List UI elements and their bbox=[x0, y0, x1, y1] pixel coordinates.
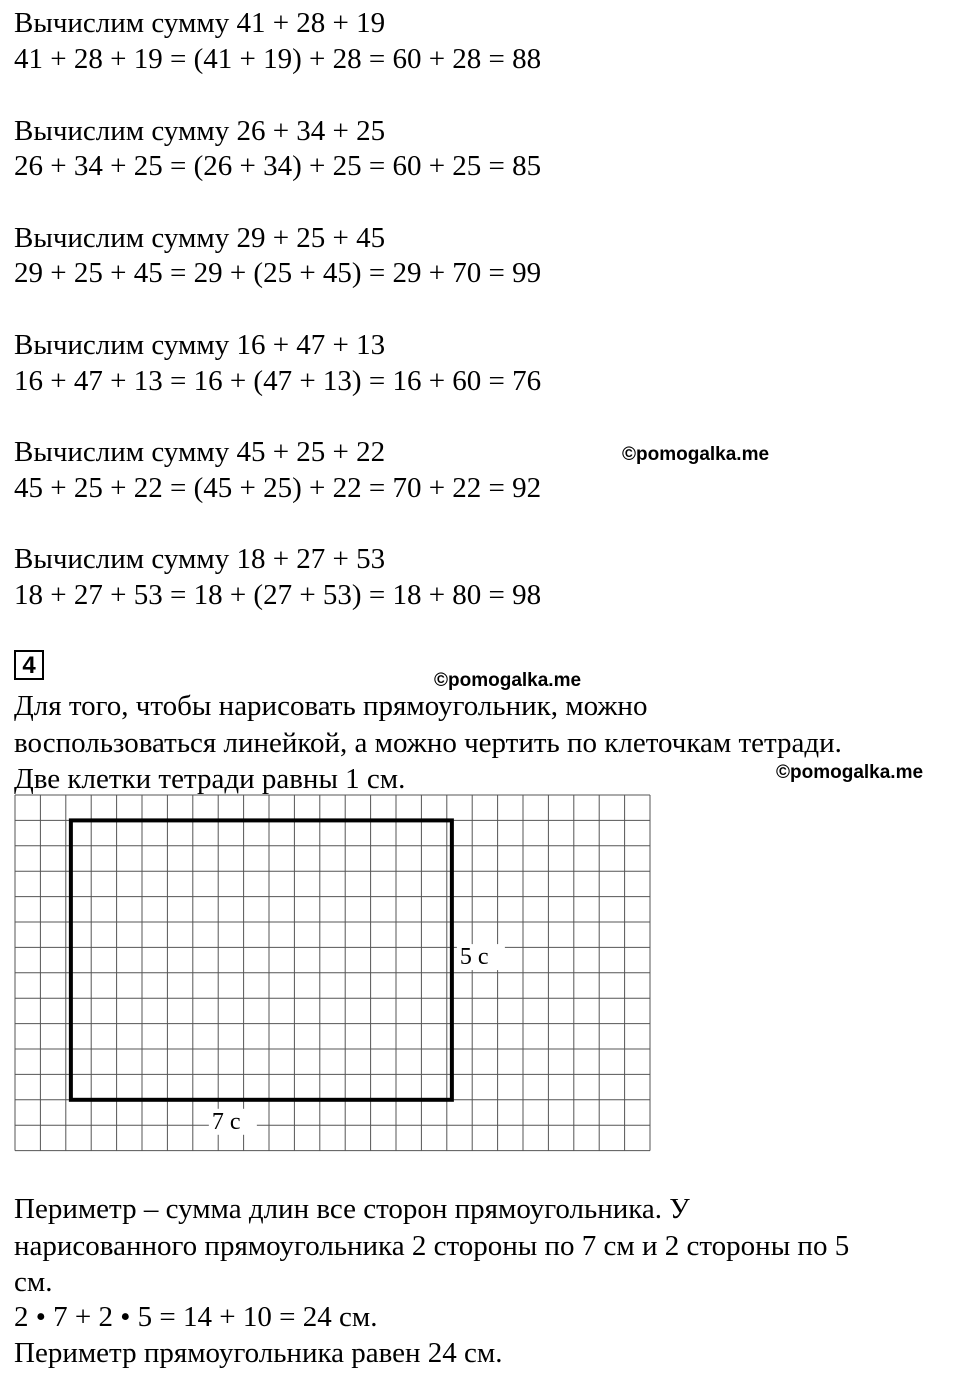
rect-width-label: 7 с bbox=[211, 1108, 241, 1135]
sum-4-solution: 16 + 47 + 13 = 16 + (47 + 13) = 16 + 60 = 76 bbox=[14, 365, 542, 397]
sum-4-heading: Вычислим сумму 16 + 47 + 13 bbox=[14, 329, 386, 361]
sum-1-heading: Вычислим сумму 41 + 28 + 19 bbox=[14, 7, 386, 39]
conclusion-line-3: см. bbox=[14, 1266, 53, 1298]
conclusion-line-1: Периметр – сумма длин все сторон прямоугольника. У bbox=[14, 1193, 690, 1225]
watermark-1: ©pomogalka.me bbox=[622, 444, 770, 465]
sum-6-heading: Вычислим сумму 18 + 27 + 53 bbox=[14, 543, 386, 575]
sum-6-solution: 18 + 27 + 53 = 18 + (27 + 53) = 18 + 80 = 98 bbox=[14, 579, 542, 611]
watermark-2: ©pomogalka.me bbox=[434, 670, 582, 691]
conclusion-line-5: Периметр прямоугольника равен 24 см. bbox=[14, 1337, 503, 1369]
rect-height-label: 5 с bbox=[459, 944, 489, 971]
sum-2-solution: 26 + 34 + 25 = (26 + 34) + 25 = 60 + 25 = 85 bbox=[14, 150, 542, 182]
sum-1-solution: 41 + 28 + 19 = (41 + 19) + 28 = 60 + 28 = 88 bbox=[14, 43, 542, 75]
sum-5-heading: Вычислим сумму 45 + 25 + 22 bbox=[14, 436, 386, 468]
conclusion-line-2: нарисованного прямоугольника 2 стороны по 7 см и 2 стороны по 5 bbox=[14, 1230, 850, 1262]
sum-2-heading: Вычислим сумму 26 + 34 + 25 bbox=[14, 115, 386, 147]
task-intro-line-3: Две клетки тетради равны 1 см. bbox=[14, 763, 406, 795]
task-intro-line-2: воспользоваться линейкой, а можно чертить по клеточкам тетради. bbox=[14, 727, 842, 759]
sum-3-solution: 29 + 25 + 45 = 29 + (25 + 45) = 29 + 70 = 99 bbox=[14, 257, 542, 289]
sum-3-heading: Вычислим сумму 29 + 25 + 45 bbox=[14, 222, 386, 254]
conclusion-line-4: 2 • 7 + 2 • 5 = 14 + 10 = 24 см. bbox=[14, 1301, 378, 1333]
watermark-3: ©pomogalka.me bbox=[776, 762, 924, 783]
task-number-box: 4 bbox=[14, 650, 44, 680]
task-intro-line-1: Для того, чтобы нарисовать прямоугольник, можно bbox=[14, 690, 648, 722]
grid-lines bbox=[15, 795, 650, 1151]
drawn-rectangle bbox=[71, 820, 452, 1099]
sum-5-solution: 45 + 25 + 22 = (45 + 25) + 22 = 70 + 22 = 92 bbox=[14, 472, 542, 504]
